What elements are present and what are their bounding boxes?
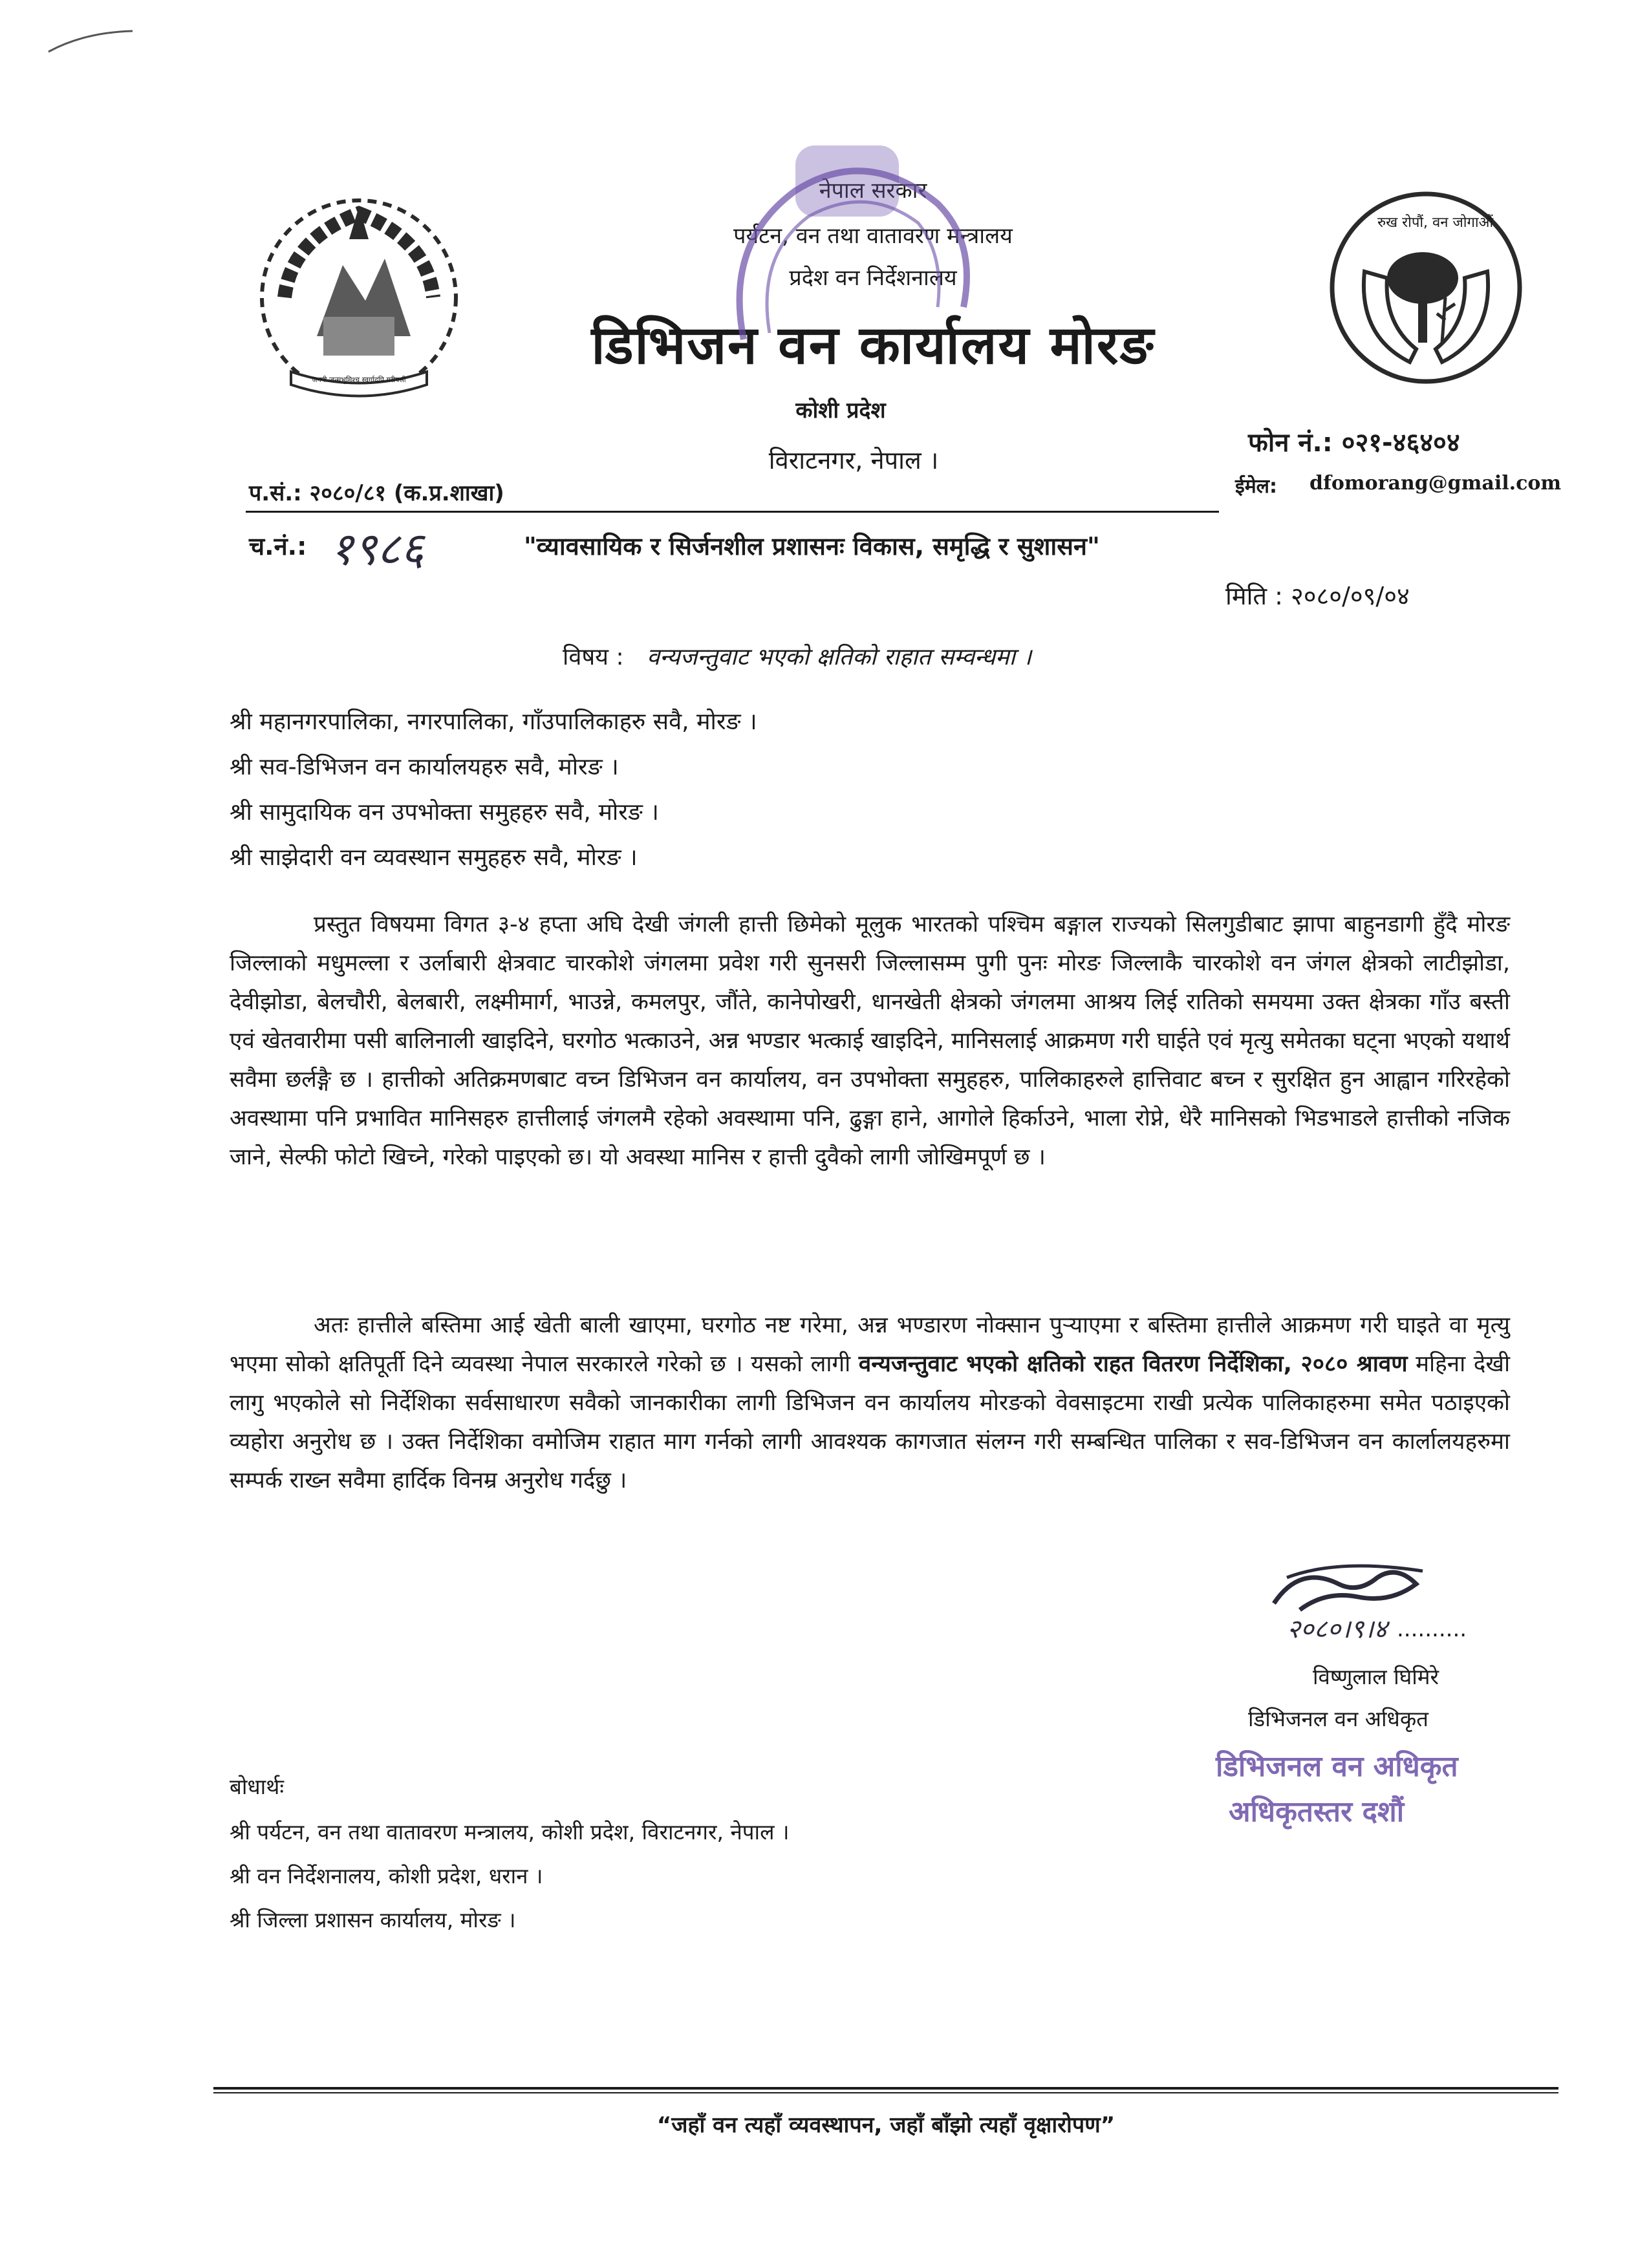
recipient-3: श्री सामुदायिक वन उपभोक्ता समुहहरु सवै, मोरङ । [230, 799, 659, 826]
cc-item-2: श्री वन निर्देशनालय, कोशी प्रदेश, धरान । [230, 1863, 543, 1888]
recipient-4: श्री साझेदारी वन व्यवस्थान समुहहरु सवै, मोरङ । [230, 844, 638, 871]
forest-logo [1326, 187, 1526, 388]
office-slogan: "व्यावसायिक र सिर्जनशील प्रशासनः विकास, समृद्धि र सुशासन" [524, 532, 1100, 561]
header-rule [246, 511, 1219, 513]
directorate-name: प्रदेश वन निर्देशनालय [789, 265, 957, 291]
signatory-name: विष्णुलाल घिमिरे [1313, 1664, 1439, 1689]
dispatch-number: १९८६ [330, 522, 424, 575]
body-paragraph-1 [230, 905, 1510, 1177]
designation-stamp-line-1: डिभिजनल वन अधिकृत [1216, 1750, 1458, 1783]
cc-label: बोधार्थः [230, 1774, 284, 1799]
nepal-emblem [246, 187, 472, 414]
paragraph-1-text: प्रस्तुत विषयमा विगत ३-४ हप्ता अघि देखी जंगली हात्ती छिमेको मूलुक भारतको पश्चिम बङ्गाल राज्यको सिलगुडीबाट झापा बाहुनडागी हुँदै मोरङ जिल्लाको मधुमल्ला र उर्लाबारी क्षेत्रवाट चारकोशे जंगलमा प्रवेश गरी सुनसरी जिल्लासम्म पुगी पुनः मोरङ जिल्लाकै चारकोशे वन जंगल क्षेत्रको लाटीझोडा, देवीझोडा, बेलचौरी, बेलबारी, लक्ष्मीमार्ग, भाउन्ने, कमलपुर, जौंते, कानेपोखरी, धानखेती क्षेत्रको जंगलमा आश्रय लिई रातिको समयमा उक्त क्षेत्रका गाँउ बस्ती एवं खेतवारीमा पसी बालिनाली खाइदिने, घरगोठ भत्काउने, अन्न भण्डार भत्काई खाइदिने, मानिसलाई आक्रमण गरी घाईते एवं मृत्यु समेतका घट्ना भएको यथार्थ सवैमा छर्लङ्गै छ । हात्तीको अतिक्रमणबाट वच्न डिभिजन वन कार्यालय, वन उपभोक्ता समुहहरु, पालिकाहरुले हात्तिवाट बच्न र सुरक्षित हुन आह्वान गरिरहेको अवस्थामा पनि प्रभावित मानिसहरु हात्तीलाई जंगलमै रहेको अवस्थामा पनि, ढुङ्गा हाने, आगोले हिर्काउने, भाला रोप्ने, धेरै मानिसको भिडभाडले हात्तीको नजिक जाने, सेल्फी फोटो खिच्ने, गरेको पाइएको छ। यो अवस्था मानिस र हात्ती दुवैको लागी जोखिमपूर्ण छ । [230, 912, 1510, 1170]
ministry-name: पर्यटन, वन तथा वातावरण मन्त्रालय [733, 223, 1013, 249]
cc-item-3: श्री जिल्ला प्रशासन कार्यालय, मोरङ । [230, 1907, 516, 1932]
subject-text: वन्यजन्तुवाट भएको क्षतिको राहात सम्वन्धमा । [647, 644, 1032, 670]
recipient-1: श्री महानगरपालिका, नगरपालिका, गाँउपालिकाहरु सवै, मोरङ । [230, 709, 757, 735]
province-name: कोशी प्रदेश [795, 398, 886, 423]
city-name: विराटनगर, नेपाल । [768, 446, 939, 475]
footer-rule-2 [213, 2092, 1558, 2093]
signature-dots: .......... [1397, 1616, 1467, 1642]
office-stamp [698, 126, 996, 417]
directive-title: वन्यजन्तुवाट भएको क्षतिको राहत वितरण निर्देशिका, २०८० श्रावण [858, 1351, 1408, 1377]
logo-motto: रुख रोपौं, वन जोगाऔं [1377, 215, 1494, 231]
emblem-motto: जननी जन्मभूमिश्च स्वर्गादपि गरीयसी [312, 376, 406, 384]
paragraph-2-text-a: अतः हात्तीले बस्तिमा आई खेती बाली खाएमा, घरगोठ नष्ट गरेमा, अन्न भण्डारण नोक्सान पुऱ्याएमा र बस्तिमा हात्तीले आक्रमण गरी घाइते वा मृत्यु भएमा सोको क्षतिपूर्ती दिने व्यवस्था नेपाल सरकारले गरेको छ । यसको लागी [230, 1312, 1510, 1377]
letter-date: मिति : २०८०/०९/०४ [1225, 582, 1410, 610]
subject-label: विषय : [563, 644, 624, 670]
recipient-2: श्री सव-डिभिजन वन कार्यालयहरु सवै, मोरङ । [230, 754, 619, 780]
body-paragraph-2 [230, 1306, 1510, 1500]
paragraph-2-text-c: महिना देखी लागु भएकोले सो निर्देशिका सर्वसाधारण सवैको जानकारीका लागी डिभिजन वन कार्यालय मोरङको वेवसाइटमा राखी प्रत्येक पालिकाहरुमा समेत पठाइएको व्यहोरा अनुरोध छ । उक्त निर्देशिका वमोजिम राहात माग गर्नको लागी आवश्यक कागजात संलग्न गरी सम्बन्धित पालिका र सव-डिभिजन वन कार्लालयहरुमा सम्पर्क राख्न सवैमा हार्दिक विनम्र अनुरोध गर्दछु । [230, 1351, 1511, 1493]
email-label: ईमेल: [1235, 475, 1278, 498]
designation-stamp-line-2: अधिकृतस्तर दशौं [1229, 1795, 1405, 1828]
subject-line [563, 640, 1031, 672]
signatory-designation: डिभिजनल वन अधिकृत [1248, 1706, 1428, 1731]
cc-item-1: श्री पर्यटन, वन तथा वातावरण मन्त्रालय, कोशी प्रदेश, विराटनगर, नेपाल । [230, 1819, 790, 1845]
office-title: डिभिजन वन कार्यालय मोरङ [591, 315, 1155, 376]
footer-rule-1 [213, 2087, 1558, 2090]
dispatch-label: च.नं.: [249, 532, 307, 561]
govt-name: नेपाल सरकार [819, 178, 927, 204]
phone-number: फोन नं.: ०२१-४६४०४ [1248, 428, 1460, 458]
letter-number: प.सं.: २०८०/८१ (क.प्र.शाखा) [249, 480, 504, 506]
signature-date: २०८०।९।४ [1287, 1614, 1388, 1644]
scan-mark [45, 19, 136, 58]
footer-motto: “जहाँ वन त्यहाँ व्यवस्थापन, जहाँ बाँझो त्यहाँ वृक्षारोपण” [656, 2112, 1116, 2138]
email-address: dfomorang@gmail.com [1310, 472, 1562, 495]
